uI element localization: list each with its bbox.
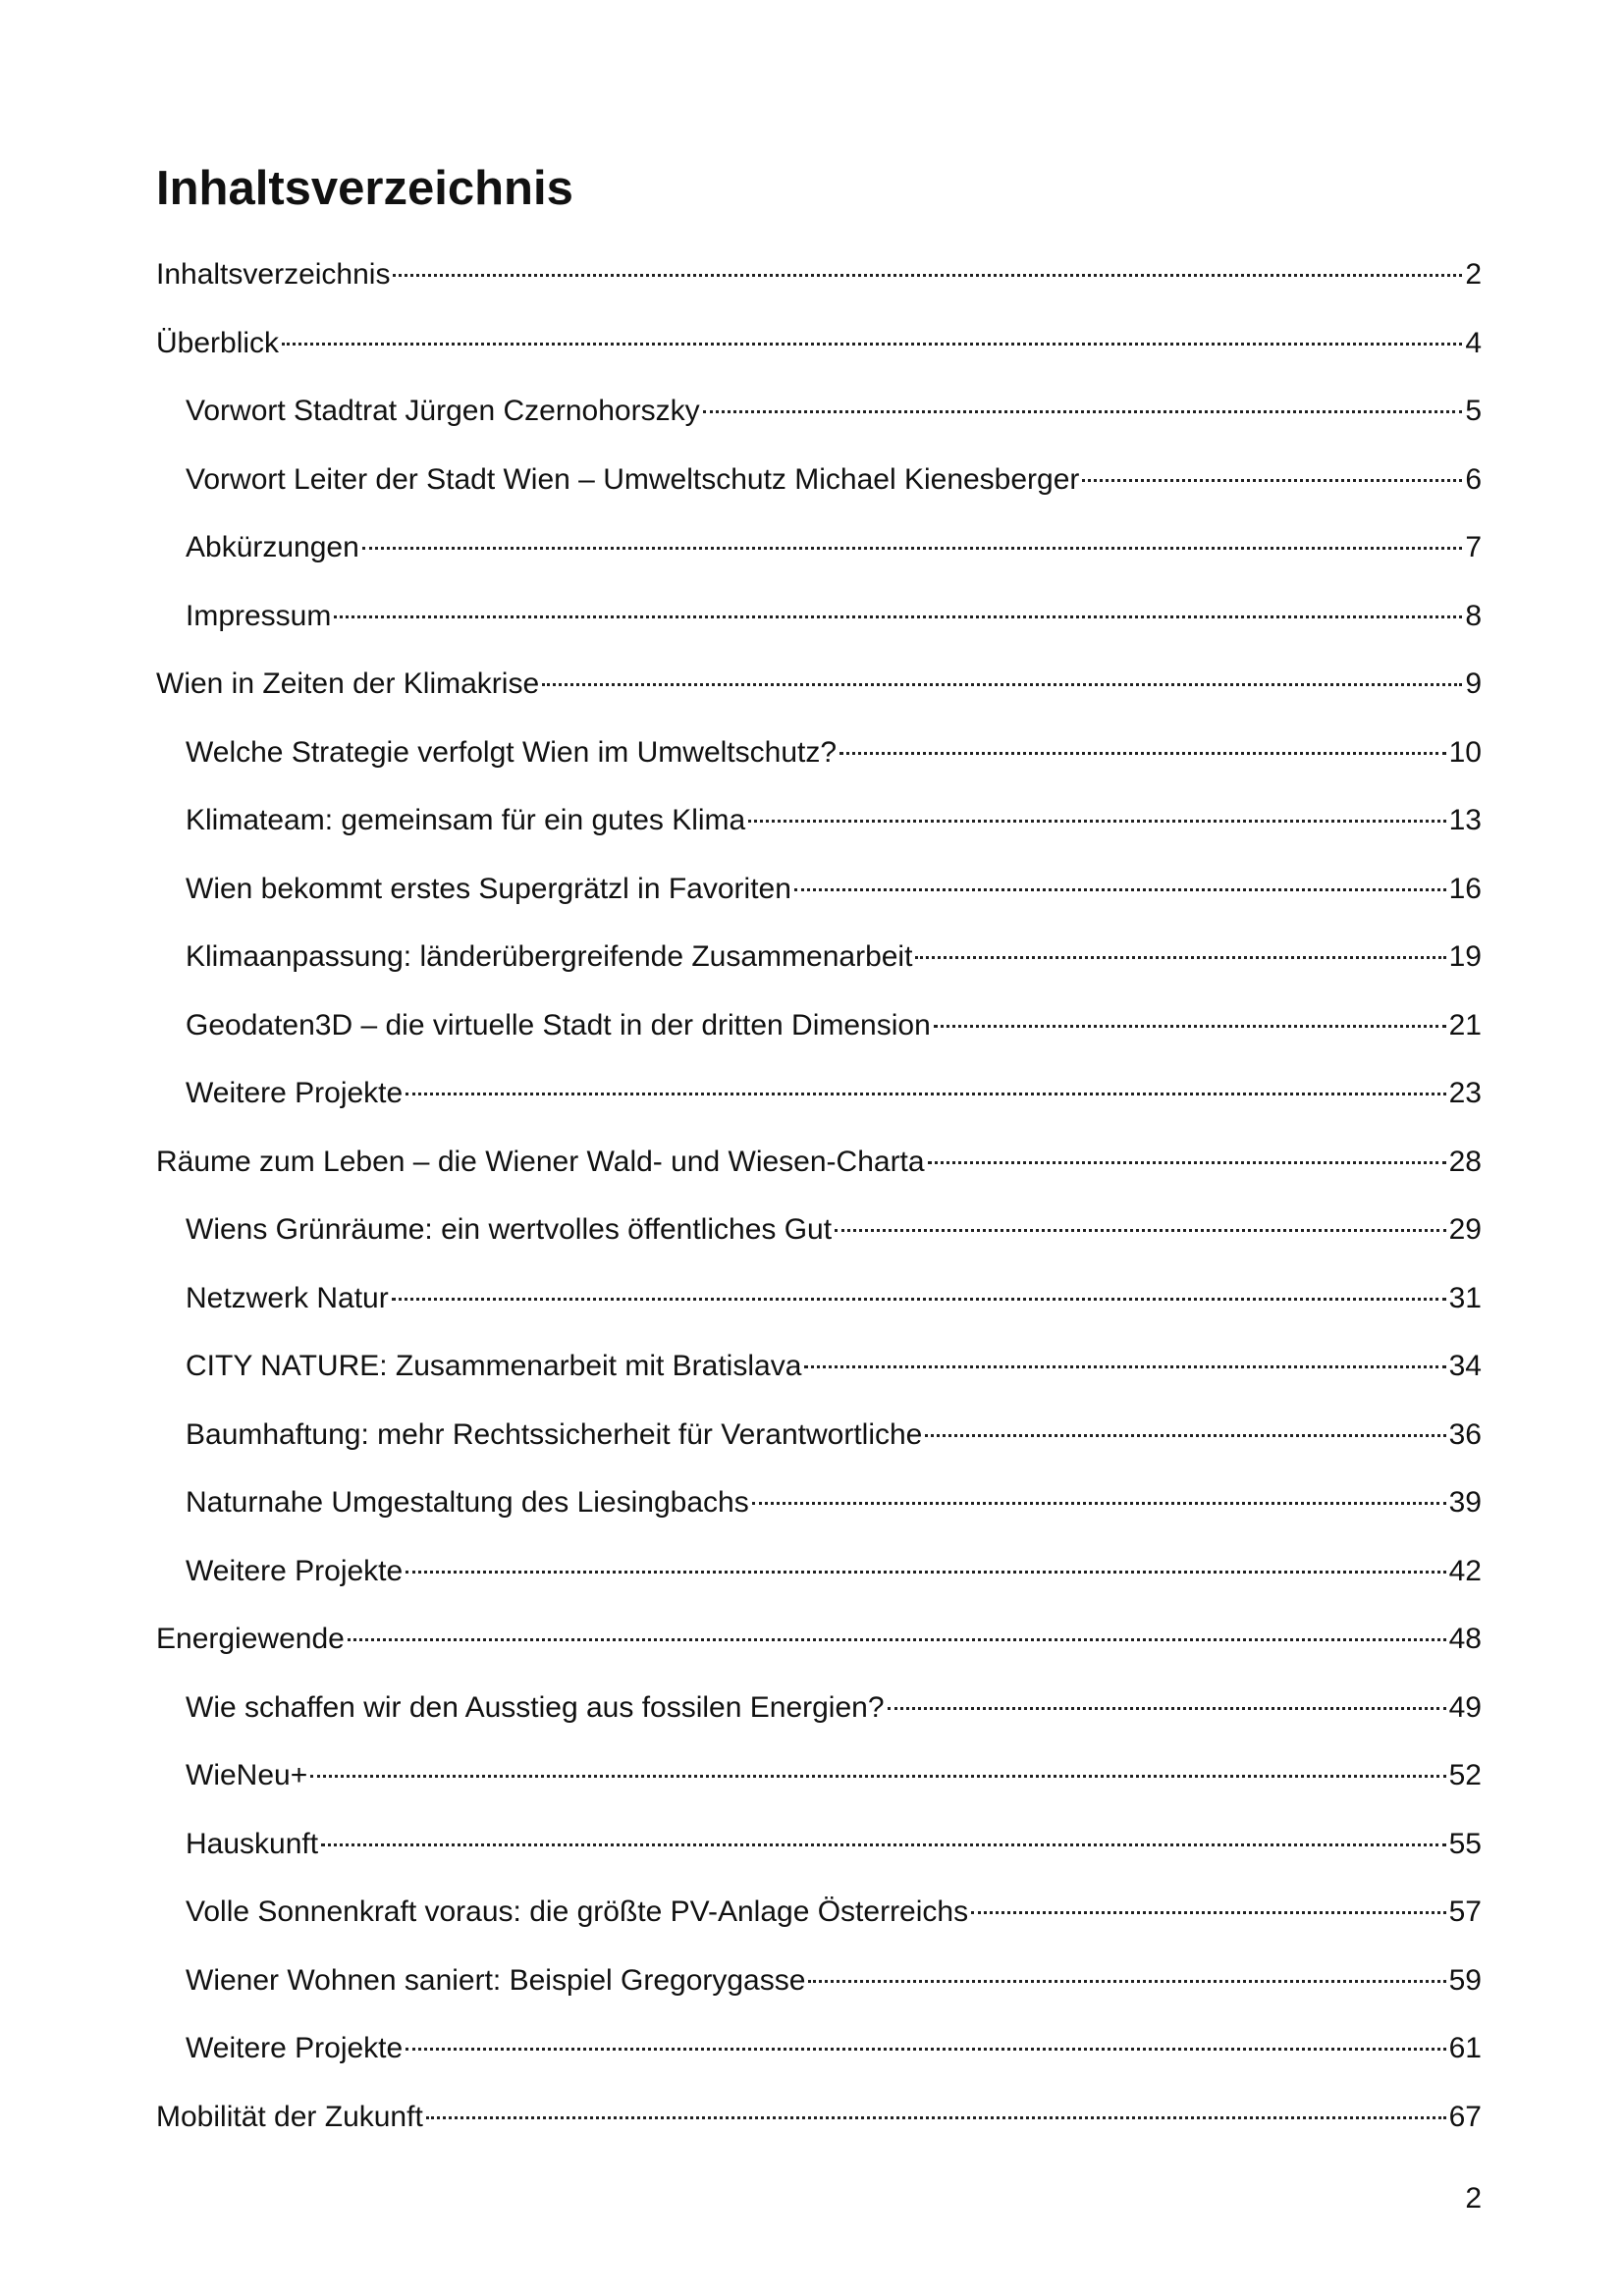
dot-leader <box>282 343 1462 346</box>
dot-leader <box>794 888 1446 891</box>
toc-entry[interactable] <box>156 1683 1482 1752</box>
dot-leader <box>334 615 1462 618</box>
toc-entry-label: Klimaanpassung: länderübergreifende Zusammenarbeit <box>186 940 913 973</box>
toc-entry-page: 55 <box>1448 1827 1482 1860</box>
toc-entry[interactable] <box>156 1138 1482 1206</box>
toc-entry-page: 48 <box>1448 1623 1482 1655</box>
dot-leader <box>835 1229 1446 1232</box>
toc-entry[interactable] <box>156 865 1482 934</box>
toc-entry-label: Wiener Wohnen saniert: Beispiel Gregorygasse <box>186 1963 806 1997</box>
table-of-contents <box>156 250 1482 2161</box>
toc-entry-page: 9 <box>1465 667 1482 700</box>
toc-entry-page: 2 <box>1465 258 1482 291</box>
toc-entry[interactable] <box>156 319 1482 388</box>
toc-entry[interactable] <box>156 387 1482 455</box>
toc-entry[interactable] <box>156 1274 1482 1343</box>
dot-leader <box>971 1911 1446 1914</box>
toc-entry[interactable] <box>156 523 1482 592</box>
toc-entry[interactable] <box>156 796 1482 865</box>
toc-entry[interactable] <box>156 728 1482 797</box>
toc-entry-label: Hauskunft <box>186 1827 319 1860</box>
dot-leader <box>310 1775 1445 1778</box>
toc-entry[interactable] <box>156 1342 1482 1411</box>
toc-entry-page: 52 <box>1448 1759 1482 1791</box>
dot-leader <box>348 1638 1446 1641</box>
toc-entry-label: Wiens Grünräume: ein wertvolles öffentliches Gut <box>186 1213 833 1246</box>
toc-entry[interactable] <box>156 1888 1482 1956</box>
page-number: 2 <box>1465 2182 1482 2215</box>
toc-entry[interactable] <box>156 455 1482 524</box>
toc-entry-label: Weitere Projekte <box>186 2032 404 2064</box>
toc-entry-label: Klimateam: gemeinsam für ein gutes Klima <box>186 804 746 836</box>
toc-entry-label: Mobilität der Zukunft <box>156 2100 423 2133</box>
toc-entry[interactable] <box>156 1001 1482 1070</box>
toc-entry[interactable] <box>156 1820 1482 1889</box>
toc-entry-label: Naturnahe Umgestaltung des Liesingbachs <box>186 1486 749 1519</box>
toc-entry[interactable] <box>156 1205 1482 1274</box>
toc-entry-page: 59 <box>1448 1963 1482 1997</box>
toc-entry-label: Weitere Projekte <box>186 1077 404 1109</box>
toc-entry-page: 57 <box>1448 1896 1482 1928</box>
toc-entry-label: WieNeu+ <box>186 1759 308 1791</box>
toc-entry[interactable] <box>156 1069 1482 1138</box>
toc-entry-label: Abkürzungen <box>186 531 359 563</box>
dot-leader <box>542 683 1462 686</box>
toc-entry[interactable] <box>156 1547 1482 1616</box>
dot-leader <box>406 2048 1445 2051</box>
toc-entry[interactable] <box>156 250 1482 319</box>
dot-leader <box>925 1434 1445 1437</box>
toc-entry-page: 34 <box>1448 1350 1482 1382</box>
toc-entry-label: CITY NATURE: Zusammenarbeit mit Bratislava <box>186 1350 802 1382</box>
toc-entry-page: 31 <box>1448 1281 1482 1314</box>
toc-entry-label: Inhaltsverzeichnis <box>156 258 391 291</box>
toc-entry[interactable] <box>156 1615 1482 1683</box>
toc-entry-label: Räume zum Leben – die Wiener Wald- und Wiesen-Charta <box>156 1145 925 1178</box>
toc-entry-label: Überblick <box>156 326 280 359</box>
toc-entry-page: 39 <box>1448 1486 1482 1519</box>
toc-entry[interactable] <box>156 1411 1482 1479</box>
toc-entry[interactable] <box>156 1956 1482 2025</box>
toc-entry-label: Wien bekommt erstes Supergrätzl in Favoriten <box>186 872 791 905</box>
toc-entry-label: Welche Strategie verfolgt Wien im Umweltschutz? <box>186 735 838 769</box>
toc-entry-label: Weitere Projekte <box>186 1554 404 1587</box>
dot-leader <box>928 1161 1446 1164</box>
dot-leader <box>808 1980 1445 1983</box>
toc-entry-label: Vorwort Leiter der Stadt Wien – Umweltschutz Michael Kienesberger <box>186 462 1080 496</box>
toc-entry[interactable] <box>156 933 1482 1001</box>
toc-entry-page: 29 <box>1448 1213 1482 1246</box>
toc-entry-page: 10 <box>1448 735 1482 769</box>
toc-entry-label: Netzwerk Natur <box>186 1281 389 1314</box>
dot-leader <box>804 1365 1445 1368</box>
toc-entry[interactable] <box>156 1478 1482 1547</box>
dot-leader <box>934 1025 1446 1028</box>
toc-entry-page: 21 <box>1448 1008 1482 1041</box>
toc-entry[interactable] <box>156 592 1482 661</box>
toc-entry-page: 16 <box>1448 872 1482 905</box>
toc-entry-page: 7 <box>1465 531 1482 563</box>
toc-entry-page: 28 <box>1448 1145 1482 1178</box>
toc-entry-page: 42 <box>1448 1554 1482 1587</box>
toc-entry-page: 4 <box>1465 326 1482 359</box>
toc-entry-label: Wien in Zeiten der Klimakrise <box>156 667 540 700</box>
dot-leader <box>839 752 1446 755</box>
dot-leader <box>321 1843 1446 1846</box>
toc-entry[interactable] <box>156 1751 1482 1820</box>
toc-entry-page: 67 <box>1448 2100 1482 2133</box>
toc-entry-label: Impressum <box>186 599 332 632</box>
dot-leader <box>362 547 1463 550</box>
page-title: Inhaltsverzeichnis <box>156 162 573 215</box>
dot-leader <box>406 1093 1445 1095</box>
toc-entry-page: 19 <box>1448 940 1482 973</box>
toc-entry-page: 23 <box>1448 1077 1482 1109</box>
dot-leader <box>392 1298 1446 1301</box>
toc-entry-label: Volle Sonnenkraft voraus: die größte PV-Anlage Österreichs <box>186 1896 969 1928</box>
dot-leader <box>703 410 1463 413</box>
toc-entry-page: 13 <box>1448 804 1482 836</box>
toc-entry[interactable] <box>156 2093 1482 2162</box>
toc-entry-page: 5 <box>1465 395 1482 427</box>
dot-leader <box>748 820 1445 823</box>
toc-entry-label: Geodaten3D – die virtuelle Stadt in der dritten Dimension <box>186 1008 931 1041</box>
dot-leader <box>426 2116 1446 2119</box>
dot-leader <box>1082 479 1462 482</box>
toc-entry-page: 8 <box>1465 599 1482 632</box>
toc-entry-label: Vorwort Stadtrat Jürgen Czernohorszky <box>186 395 700 427</box>
dot-leader <box>752 1502 1446 1505</box>
toc-entry-page: 49 <box>1448 1690 1482 1724</box>
dot-leader <box>393 274 1462 277</box>
toc-entry-label: Energiewende <box>156 1623 345 1655</box>
toc-entry[interactable] <box>156 2024 1482 2093</box>
dot-leader <box>915 956 1445 959</box>
toc-entry-label: Baumhaftung: mehr Rechtssicherheit für Verantwortliche <box>186 1417 923 1451</box>
toc-entry[interactable] <box>156 660 1482 728</box>
dot-leader <box>888 1707 1446 1710</box>
toc-entry-page: 61 <box>1448 2032 1482 2064</box>
toc-entry-page: 6 <box>1465 462 1482 496</box>
toc-entry-label: Wie schaffen wir den Ausstieg aus fossilen Energien? <box>186 1690 885 1724</box>
toc-entry-page: 36 <box>1448 1417 1482 1451</box>
dot-leader <box>406 1571 1445 1574</box>
